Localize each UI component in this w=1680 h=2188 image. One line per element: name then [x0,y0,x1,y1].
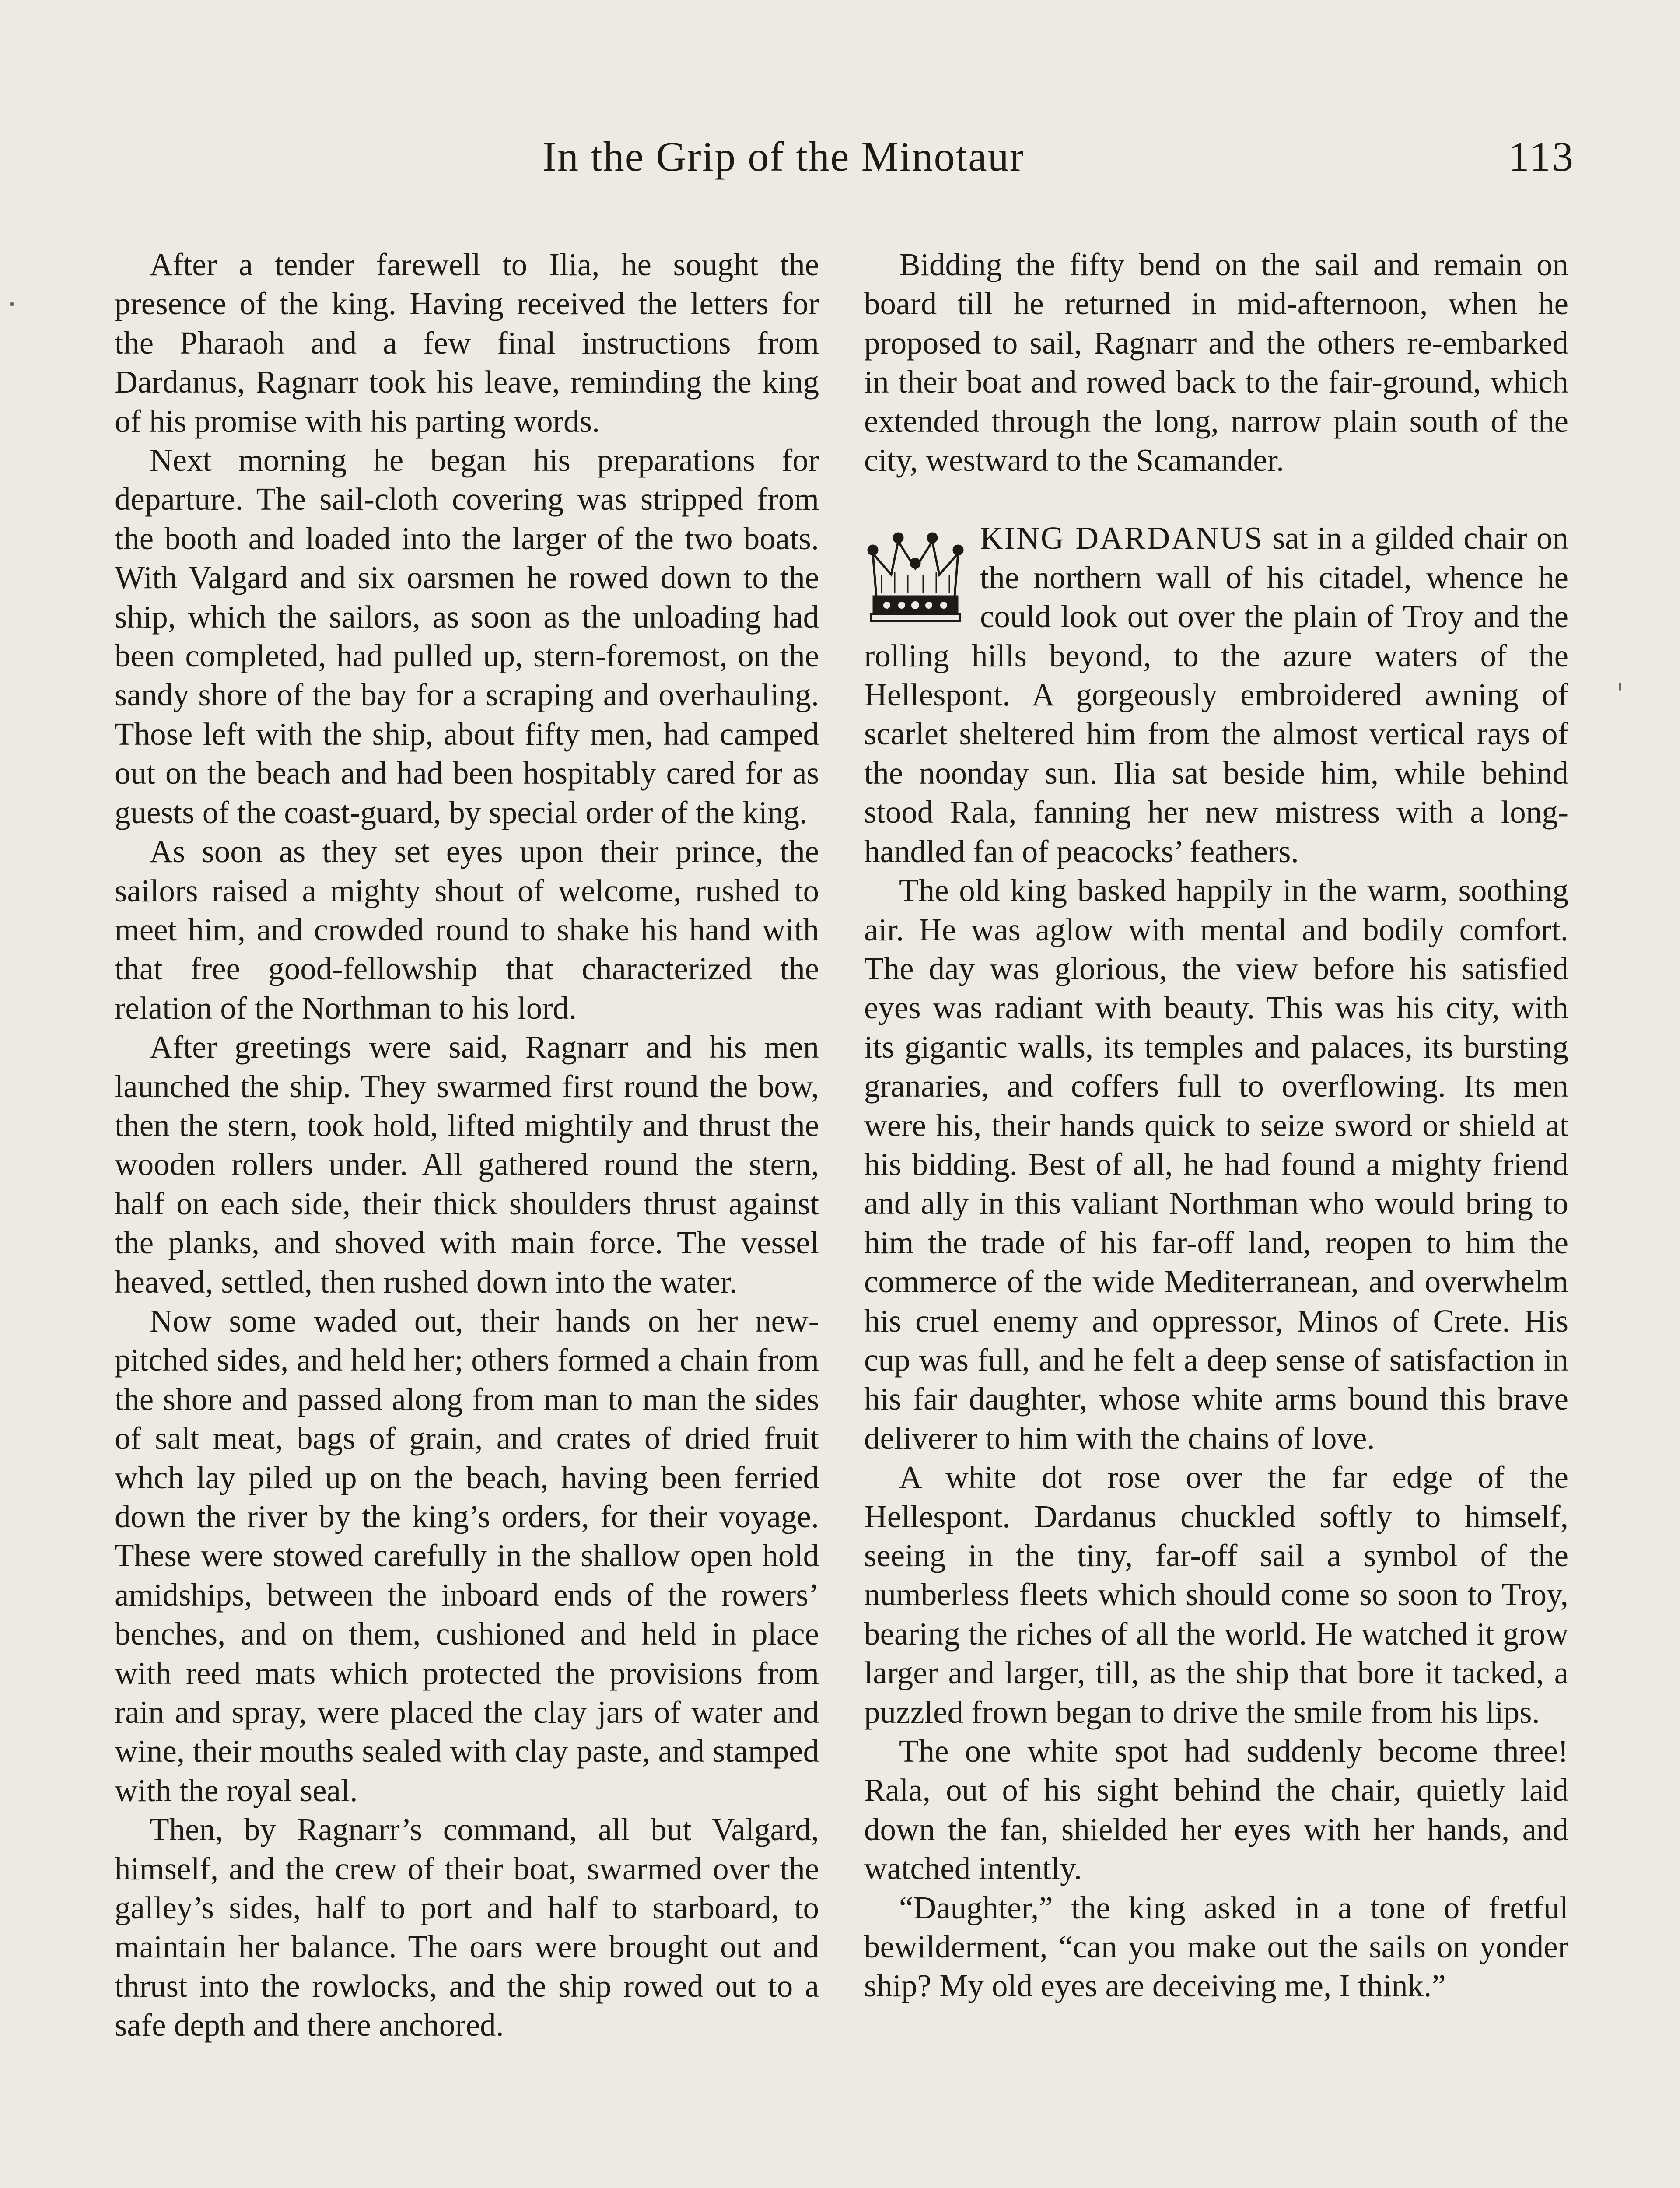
paragraph: After greetings were said, Ragnarr and his men launched the ship. They swarmed first round the bow, then the stern, took hold, lifted mightily and thrust the wooden rollers under. All gathered round the stern, half on each side, their thick shoulders thrust against the planks, and shoved with main force. The vessel heaved, settled, then rushed down into the water. [115,1029,819,1300]
paper-fleck [10,302,14,306]
paragraph: Bidding the fifty bend on the sail and remain on board till he returned in mid-afternoon, when he proposed to sail, Ragnarr and the others re-embarked in their boat and rowed back to the fair-ground, which extended through the long, narrow plain south of the city, westward to the Scamander. [864,247,1568,478]
paragraph: The one white spot had suddenly become three! Rala, out of his sight behind the chair, quietly laid down the fan, shielded her eyes with her hands, and watched intently. [864,1733,1568,1886]
paragraph: Now some waded out, their hands on her new-pitched sides, and held her; others formed a chain from the shore and passed along from man to man the sides of salt meat, bags of grain, and crates of dried fruit whch lay piled up on the beach, having been ferried down the river by the king’s orders, for their voyage. These were stowed carefully in the shallow open hold amidships, between the inboard ends of the rowers’ benches, and on them, cushioned and held in place with reed mats which protected the provisions from rain and spray, were placed the clay jars of water and wine, their mouths sealed with clay paste, and stamped with the royal seal. [115,1303,819,1808]
paragraph: As soon as they set eyes upon their prince, the sailors raised a mighty shout of welcome, rushed to meet him, and crowded round to shake his hand with that free good-fellowship that characterized the relation of the Northman to his lord. [115,834,819,1026]
paragraph: Next morning he began his preparations for departure. The sail-cloth covering was stripped from the booth and loaded into the larger of the two boats. With Valgard and six oarsmen he rowed down to the ship, which the sailors, as soon as the unloading had been completed, had pulled up, stern-foremost, on the sandy shore of the bay for a scraping and overhauling. Those left with the ship, about fifty men, had camped out on the beach and had been hospitably cared for as guests of the coast-guard, by special order of the king. [115,442,819,830]
paragraph: The old king basked happily in the warm, soothing air. He was aglow with mental and bodily comfort. The day was glorious, the view before his satisfied eyes was radiant with beauty. This was his city, with its gigantic walls, its temples and palaces, its bursting granaries, and coffers full to overflowing. Its men were his, their hands quick to seize sword or shield at his bidding. Best of all, he had found a mighty friend and ally in this valiant Northman who would bring to him the trade of his far-off land, reopen to him the commerce of the wide Mediterranean, and overwhelm his cruel enemy and oppressor, Minos of Crete. His cup was full, and he felt a deep sense of satisfaction in his fair daughter, whose white arms bound this brave deliverer to him with the chains of love. [864,873,1568,1456]
running-head [0,133,1680,206]
section-opening [864,519,1568,871]
right-column [864,245,1568,2006]
paragraph: “Daughter,” the king asked in a tone of fretful bewilderment, “can you make out the sails on yonder ship? My old eyes are deceiving me, I think.” [864,1890,1568,2004]
page-number: 113 [1508,133,1575,180]
crown-icon [864,523,967,628]
paragraph: After a tender farewell to Ilia, he sought the presence of the king. Having received the letters for the Pharaoh and a few final instructions from Dardanus, Ragnarr took his leave, reminding the king of his promise with his parting words. [115,247,819,439]
opening-text: sat in a gilded chair on the northern wall of his citadel, whence he could look out over the plain of Troy and the rolling hills beyond, to the azure waters of the Hellespont. A gorgeously embroidered awning of scarlet sheltered him from the almost vertical rays of the noonday sun. Ilia sat beside him, while behind stood Rala, fanning her new mistress with a long-handled fan of peacocks’ feathers. [864,520,1568,869]
opening-lead: KING DARDANUS [980,520,1264,556]
paragraph: Then, by Ragnarr’s command, all but Valgard, himself, and the crew of their boat, swarmed over the galley’s sides, half to port and half to starboard, to maintain her balance. The oars were brought out and thrust into the rowlocks, and the ship rowed out to a safe depth and there anchored. [115,1812,819,2043]
running-title: In the Grip of the Minotaur [542,133,1025,180]
left-column [115,245,819,2045]
paragraph: A white dot rose over the far edge of the Hellespont. Dardanus chuckled softly to himself, seeing in the tiny, far-off sail a symbol of the numberless fleets which should come so soon to Troy, bearing the riches of all the world. He watched it grow larger and larger, till, as the ship that bore it tacked, a puzzled frown began to drive the smile from his lips. [864,1459,1568,1730]
opening-paragraph [864,519,1568,871]
paper-fleck [1619,683,1621,691]
